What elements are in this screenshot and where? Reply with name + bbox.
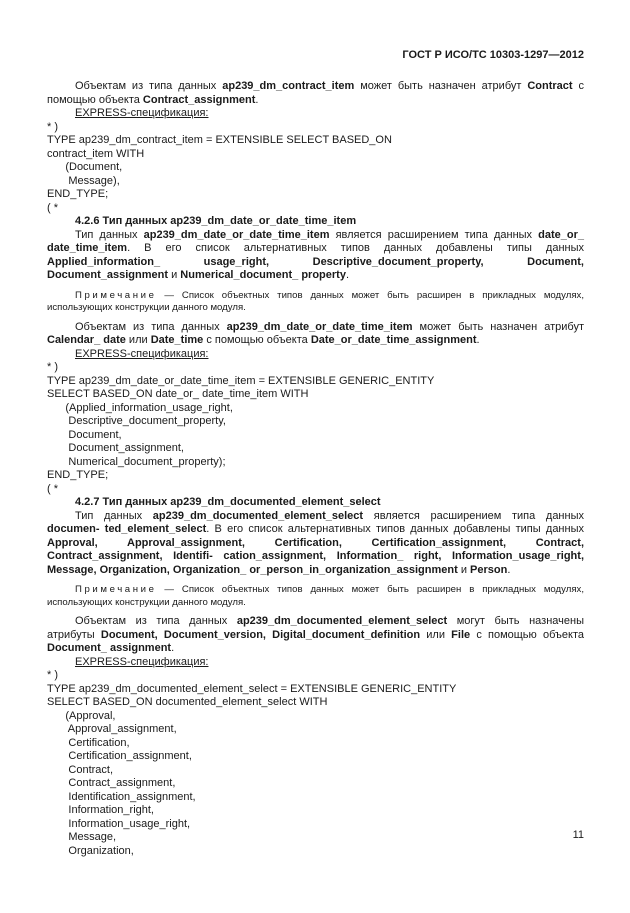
- code-block: [47, 669, 584, 858]
- code-line: Message),: [47, 174, 120, 187]
- code-line: ( *: [47, 482, 58, 495]
- code-line: Certification_assignment,: [47, 750, 192, 762]
- code-line: Contract,: [47, 763, 114, 776]
- paragraph: Тип данных ap239_dm_date_or_date_time_item является расширением типа данных date_or_ date_time_item. В его список альтернативных типов данных добавлены типы данных Applied_information_ usage_right, Descriptive_document_property, Document, Document_assignment и Numerical_document_ property.: [47, 228, 585, 281]
- code-line: Information_usage_right,: [47, 817, 191, 830]
- code-block: [47, 121, 584, 216]
- code-line: contract_item WITH: [47, 147, 145, 160]
- page-number: 11: [572, 829, 584, 841]
- express-spec-label: EXPRESS-спецификация:: [75, 655, 209, 668]
- code-line: Identification_assignment,: [47, 790, 196, 803]
- code-line: Organization,: [47, 844, 134, 857]
- code-line: Descriptive_document_property,: [47, 415, 226, 427]
- page-content: [47, 80, 584, 858]
- code-line: TYPE ap239_dm_date_or_date_time_item = EXTENSIBLE GENERIC_ENTITY: [47, 374, 435, 387]
- code-line: Certification,: [47, 736, 130, 749]
- paragraph: Объектам из типа данных ap239_dm_documented_element_select могут быть назначены атрибуты Document, Document_version, Digital_document_definition или File с помощью объекта Document_ assignment.: [47, 615, 584, 654]
- code-block: [47, 361, 584, 496]
- code-line: END_TYPE;: [47, 469, 109, 481]
- code-line: TYPE ap239_dm_contract_item = EXTENSIBLE SELECT BASED_ON: [47, 134, 392, 146]
- section-heading: 4.2.6 Тип данных ap239_dm_date_or_date_time_item: [75, 215, 357, 227]
- page-header: ГОСТ Р ИСО/ТС 10303-1297—2012: [402, 49, 584, 61]
- code-line: (Applied_information_usage_right,: [47, 401, 233, 414]
- paragraph: Тип данных ap239_dm_documented_element_select является расширением типа данных documen- ted_element_select. В его список альтернативных типов данных добавлены типы данных Approval, Approval_assignment, Certification, Certification_assignment, Contract, Contract_assignment, Identifi- cation_assignment, Information_ right, Information_usage_right, Message, Organization, Organization_ or_person_in_organization_assignment и Person.: [47, 509, 584, 576]
- code-line: SELECT BASED_ON date_or_ date_time_item WITH: [47, 388, 309, 400]
- section-heading: 4.2.7 Тип данных ap239_dm_documented_element_select: [75, 496, 381, 508]
- code-line: Contract_assignment,: [47, 777, 176, 789]
- code-line: Information_right,: [47, 804, 154, 816]
- code-line: END_TYPE;: [47, 188, 109, 200]
- express-spec-label: EXPRESS-спецификация:: [75, 347, 209, 360]
- code-line: * ): [47, 361, 58, 373]
- code-line: Numerical_document_property);: [47, 455, 226, 468]
- note: Примечание — Список объектных типов данных может быть расширен в прикладных модулях, использующих конструкции данного модуля.: [47, 584, 584, 608]
- paragraph: Объектам из типа данных ap239_dm_date_or_date_time_item может быть назначен атрибут Calendar_ date или Date_time с помощью объекта Date_or_date_time_assignment.: [47, 320, 585, 346]
- code-line: Document_assignment,: [47, 442, 184, 454]
- code-line: Document,: [47, 428, 122, 441]
- code-line: (Document,: [47, 161, 123, 173]
- code-line: * ): [47, 669, 58, 681]
- code-line: * ): [47, 120, 58, 133]
- code-line: Approval_assignment,: [47, 723, 177, 735]
- paragraph: Объектам из типа данных ap239_dm_contract_item может быть назначен атрибут Contract с помощью объекта Contract_assignment.: [47, 80, 584, 106]
- code-line: TYPE ap239_dm_documented_element_select = EXTENSIBLE GENERIC_ENTITY: [47, 682, 457, 695]
- note: Примечание — Список объектных типов данных может быть расширен в прикладных модулях, использующих конструкции данного модуля.: [47, 289, 584, 313]
- code-line: SELECT BASED_ON documented_element_select WITH: [47, 696, 328, 708]
- code-line: (Approval,: [47, 709, 116, 722]
- express-spec-label: EXPRESS-спецификация:: [75, 107, 209, 119]
- code-line: ( *: [47, 201, 58, 214]
- code-line: Message,: [47, 831, 117, 843]
